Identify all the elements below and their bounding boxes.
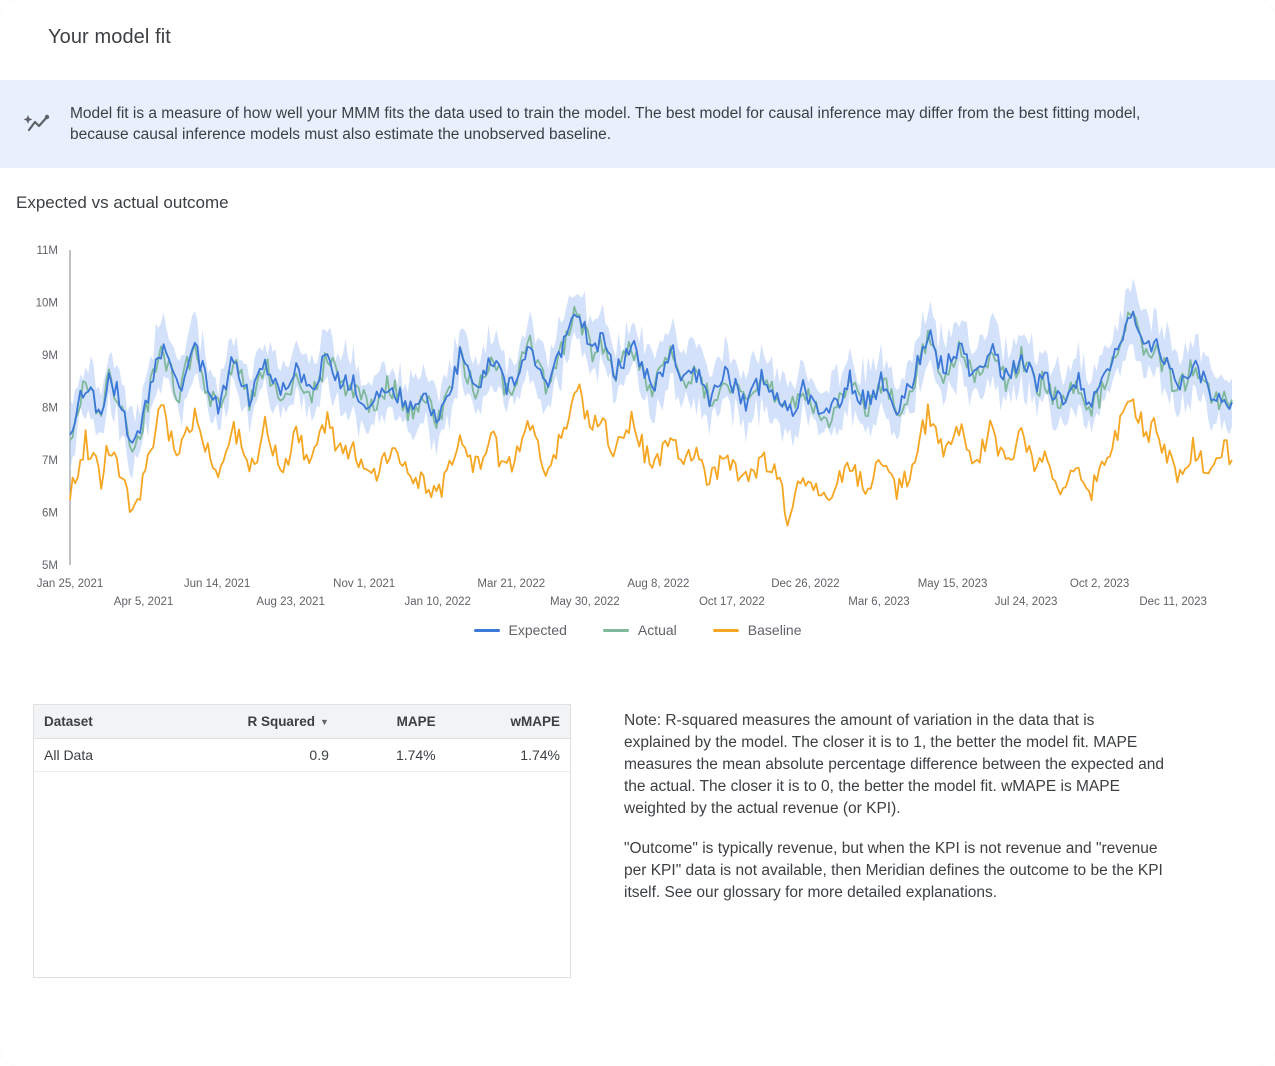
legend-swatch-expected xyxy=(474,629,500,632)
svg-text:5M: 5M xyxy=(42,560,58,572)
table-header-row xyxy=(34,705,570,739)
legend-swatch-actual xyxy=(603,629,629,632)
note-block xyxy=(624,710,1164,922)
svg-text:Nov 1, 2021: Nov 1, 2021 xyxy=(333,578,396,590)
svg-text:Aug 8, 2022: Aug 8, 2022 xyxy=(627,578,690,590)
note-paragraph-2: "Outcome" is typically revenue, but when the KPI is not revenue and "revenue per KPI" data is not available, then Meridian defines the outcome to be the KPI itself. See our glossary for more detailed explanations. xyxy=(624,840,1163,901)
legend-item-actual[interactable] xyxy=(603,622,677,638)
cell-r-squared: 0.9 xyxy=(157,739,338,772)
legend-item-expected[interactable] xyxy=(474,622,567,638)
svg-text:8M: 8M xyxy=(42,402,58,415)
svg-text:9M: 9M xyxy=(42,350,58,362)
legend-swatch-baseline xyxy=(713,629,739,632)
page-title: Your model fit xyxy=(48,26,171,48)
column-header-wmape[interactable]: wMAPE xyxy=(446,705,570,739)
svg-text:Dec 11, 2023: Dec 11, 2023 xyxy=(1139,596,1207,608)
chart-section-title: Expected vs actual outcome xyxy=(16,193,229,212)
sort-descending-icon: ▼ xyxy=(319,717,329,728)
cell-dataset: All Data xyxy=(34,739,157,772)
note-paragraph-1: Note: R-squared measures the amount of variation in the data that is explained by the model. The closer it is to 1, the better the model fit. MAPE measures the mean absolute percentage difference between the expected and the actual. The closer it is to 0, the better the model fit. wMAPE is MAPE weighted by the actual revenue (or KPI). xyxy=(624,712,1165,817)
column-header-mape[interactable]: MAPE xyxy=(339,705,446,739)
chart-legend xyxy=(0,622,1275,638)
svg-text:Oct 2, 2023: Oct 2, 2023 xyxy=(1069,578,1130,590)
svg-text:Jan 25, 2021: Jan 25, 2021 xyxy=(36,578,104,590)
svg-text:Mar 21, 2022: Mar 21, 2022 xyxy=(477,578,546,590)
table-row[interactable] xyxy=(34,739,570,772)
legend-label-actual: Actual xyxy=(637,622,677,638)
svg-text:Jun 14, 2021: Jun 14, 2021 xyxy=(183,578,251,590)
svg-text:Oct 17, 2022: Oct 17, 2022 xyxy=(698,596,765,608)
cell-mape: 1.74% xyxy=(339,739,446,772)
svg-text:Jan 10, 2022: Jan 10, 2022 xyxy=(404,596,471,608)
svg-text:10M: 10M xyxy=(35,297,58,310)
info-callout xyxy=(0,80,1275,168)
chart-svg xyxy=(0,230,1275,650)
model-fit-table xyxy=(33,704,571,978)
svg-text:11M: 11M xyxy=(36,245,58,257)
expected-vs-actual-chart xyxy=(0,230,1275,650)
legend-item-baseline[interactable] xyxy=(713,622,802,638)
svg-text:Apr 5, 2021: Apr 5, 2021 xyxy=(113,596,174,608)
svg-text:May 30, 2022: May 30, 2022 xyxy=(549,596,620,608)
svg-text:Aug 23, 2021: Aug 23, 2021 xyxy=(256,596,325,608)
svg-text:Mar 6, 2023: Mar 6, 2023 xyxy=(848,596,910,608)
legend-label-expected: Expected xyxy=(508,622,567,638)
svg-text:Dec 26, 2022: Dec 26, 2022 xyxy=(771,578,840,590)
svg-text:6M: 6M xyxy=(42,507,58,520)
callout-text: Model fit is a measure of how well your MMM fits the data used to train the model. The best model for causal inference may differ from the best fitting model, because causal inference models must also estimate the unobserved baseline. xyxy=(70,105,1141,143)
sparkle-trend-icon xyxy=(20,107,54,141)
svg-text:May 15, 2023: May 15, 2023 xyxy=(917,578,988,590)
svg-text:Jul 24, 2023: Jul 24, 2023 xyxy=(994,596,1058,608)
cell-wmape: 1.74% xyxy=(446,739,570,772)
column-header-r-squared-label: R Squared xyxy=(247,714,315,729)
column-header-dataset[interactable]: Dataset xyxy=(34,705,157,739)
legend-label-baseline: Baseline xyxy=(747,622,802,638)
column-header-r-squared[interactable] xyxy=(157,705,338,739)
svg-text:7M: 7M xyxy=(42,455,58,467)
